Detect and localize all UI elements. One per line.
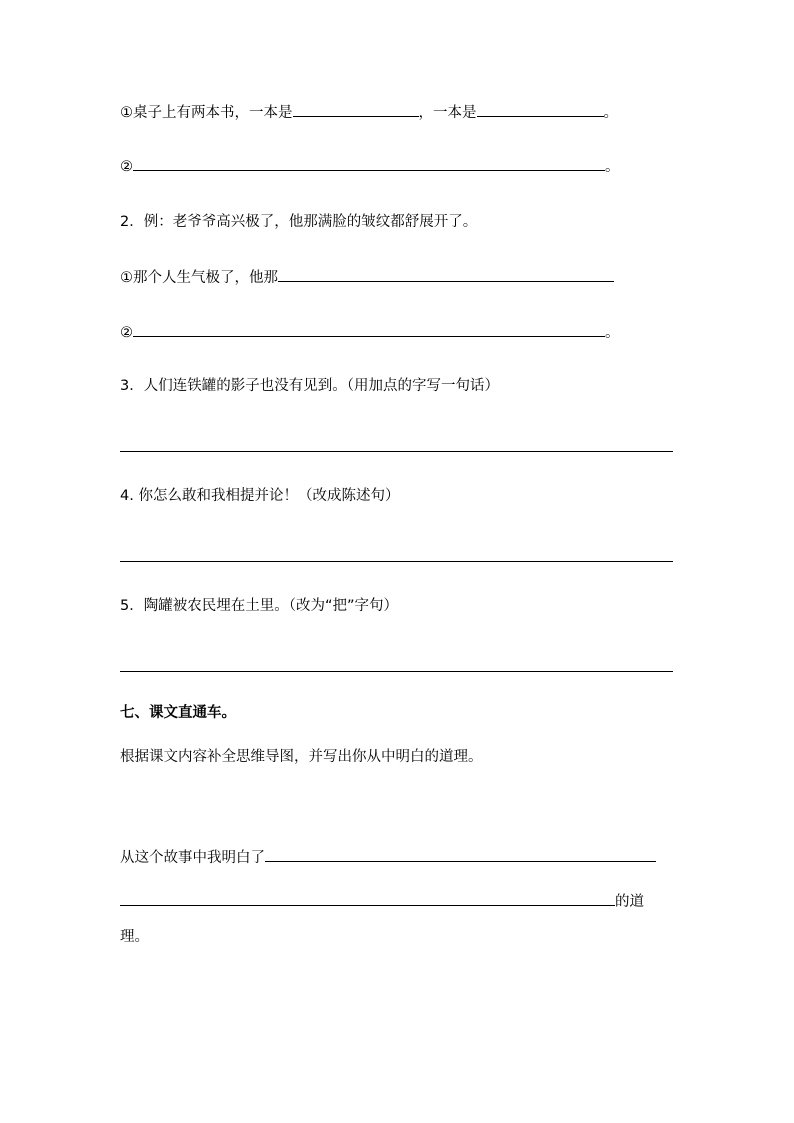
- q1-item2-end: 。: [605, 159, 620, 175]
- q1-item1-blank-b[interactable]: [477, 102, 604, 117]
- q1-item2-blank[interactable]: [133, 156, 605, 171]
- q4-answer-line[interactable]: [120, 561, 673, 562]
- section7-heading: 七、课文直通车。: [120, 705, 236, 721]
- q2-item2-end: 。: [605, 325, 620, 341]
- q1-item1-mid: ，一本是: [418, 105, 477, 121]
- q3-answer-line[interactable]: [120, 451, 673, 452]
- q1-item2: [120, 156, 620, 177]
- q1-item2-prefix: ②: [120, 159, 133, 175]
- q3-prompt: 3．人们连铁罐的影子也没有见到。（用加点的字写一句话）: [120, 378, 499, 394]
- section7-lesson-line2-end: 的道: [615, 894, 644, 910]
- q1-item1-prefix: ①桌子上有两本书，一本是: [120, 105, 293, 121]
- section7-lesson-blank1[interactable]: [265, 847, 656, 862]
- q2-item2-prefix: ②: [120, 325, 133, 341]
- q5-prompt: 5．陶罐被农民埋在土里。（改为“把”字句）: [120, 598, 398, 614]
- q1-item1-blank-a[interactable]: [293, 102, 419, 117]
- section7-lesson-line3: 理。: [120, 929, 149, 945]
- section7-instruction: 根据课文内容补全思维导图，并写出你从中明白的道理。: [120, 749, 483, 765]
- q5-answer-line[interactable]: [120, 671, 673, 672]
- q2-item1-blank[interactable]: [278, 267, 614, 282]
- q1-item1: [120, 102, 618, 123]
- q2-item2-blank[interactable]: [133, 322, 605, 337]
- section7-lesson-prefix: 从这个故事中我明白了: [120, 850, 265, 866]
- section7-lesson-line2: [120, 891, 644, 912]
- section7-lesson-blank2[interactable]: [120, 891, 615, 906]
- section7-lesson-line1: [120, 847, 656, 868]
- q2-example: 2．例：老爷爷高兴极了，他那满脸的皱纹都舒展开了。: [120, 214, 478, 230]
- q2-item1: [120, 267, 614, 288]
- q1-item1-end: 。: [603, 105, 618, 121]
- q2-item2: [120, 322, 620, 343]
- q4-prompt: 4. 你怎么敢和我相提并论！（改成陈述句）: [120, 488, 400, 504]
- q2-item1-prefix: ①那个人生气极了，他那: [120, 270, 278, 286]
